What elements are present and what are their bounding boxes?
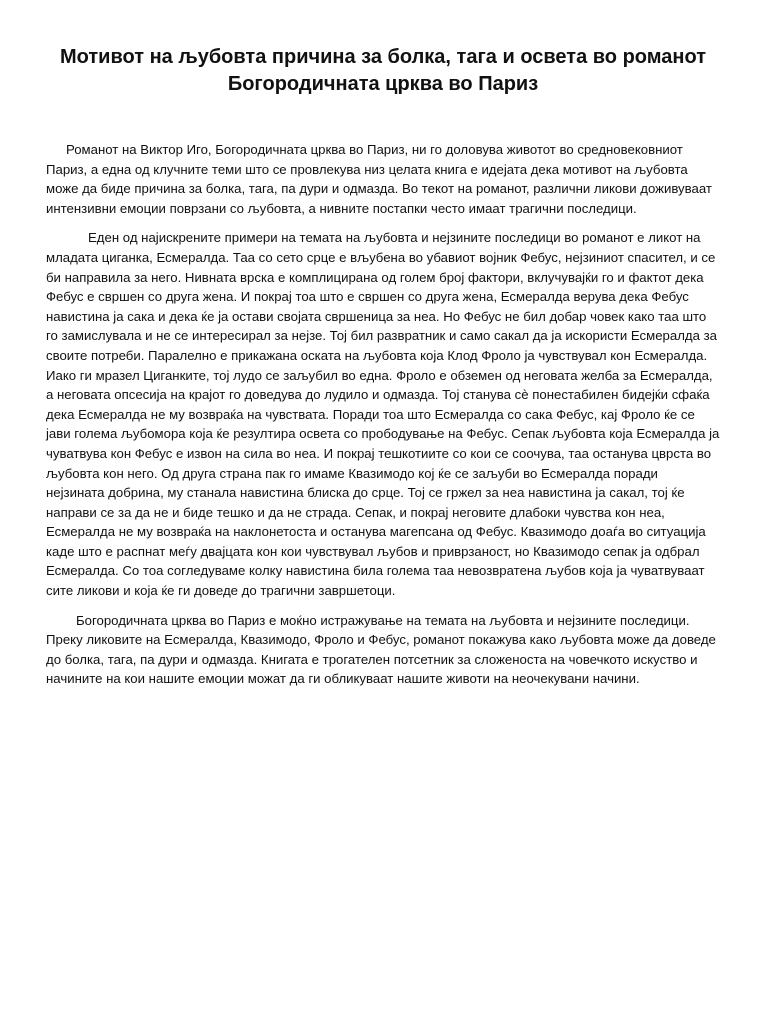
paragraph-introduction: Романот на Виктор Иго, Богородичната црква во Париз, ни го доловува животот во средновековниот Париз, а една од клучните теми што се провлекува низ целата книга е идејата дека мотивот на љубовта може да биде причина за болка, тага, па дури и одмазда. Во текот на романот, различни ликови доживуваат интензивни емоции поврзани со љубовта, а нивните постапки често имаат трагични последици. — [46, 142, 712, 216]
document-title — [46, 44, 720, 98]
paragraph-analysis: Еден од најискрените примери на темата на љубовта и нејзините последици во романот е ликот на младата циганка, Есмералда. Таа со сето срце е вљубена во убавиот војник Фебус, нејзиниот спасител, и се би направила за него. Нивната врска е комплицирана од голем број фактори, вклучувајќи го и фактот дека Фебус е свршен со друга жена. И покрај тоа што е свршен со друга жена, Есмералда верува дека Фебус навистина ја сака и дека ќе ја остави својата свршеница за неа. Но Фебус не бил добар човек како таа што го замислувала и не се интересирал за нејзе. Тој бил развратник и само сакал да ја искористи Есмералда за своите потреби. Паралелно е прикажана оската на љубовта која Клод Фроло ја чувствувал кон Есмералда. Иако ги мразел Циганките, тој лудо се заљубил во една. Фроло е обземен од неговата желба за Есмералда, а неговата опсесија на крајот го доведува до лудило и одмазда. Тој станува сè понестабилен бидејќи сфаќа дека Есмералда не му возвраќа на чувствата. Поради тоа што Есмералда со сака Фебус, кај Фроло ќе се јави голема љубомора која ќе резултира освета со прободување на Фебус. Сепак љубовта која Есмералда ја чуватвува кон Фебус е извон на сила во неа. И покрај тешкотиите со кои се соочува, таа останува цврста во љубовта кон него. Од друга страна пак го имаме Квазимодо кој ќе се заљуби во Есмералда поради нејзината добрина, му станала навистина блиска до срце. Тој се гржел за неа навистина ја сакал, тој ќе направи се за да не и биде тешко и да не страда. Сепак, и покрај неговите длабоки чувства кон неа, Есмералда не му возвраќа на наклонетоста и останува магепсана од Фебус. Квазимодо доаѓа во ситуација каде што е распнат меѓу двајцата кон кои чувствувал љубов и приврзаност, но Квазимодо сепак ја одбрал Есмералда. Со тоа согледуваме колку навистина била голема таа невозвратена љубов која ја чуватвуваат сите ликови и која ќе ги доведе до трагични завршетоци. — [46, 230, 720, 599]
document-body — [46, 140, 720, 689]
paragraph-conclusion: Богородичната црква во Париз е моќно истражување на темата на љубовта и нејзините последици. Преку ликовите на Есмералда, Квазимодо, Фроло и Фебус, романот покажува како љубовта може да доведе до болка, тага, па дури и одмазда. Книгата е трогателен потсетник за сложеноста на човечкото искуство и начините на кои нашите емоции можат да ги обликуваат нашите животи на неочекувани начини. — [46, 612, 716, 687]
title-line-2: Богородичната црква во Париз — [227, 73, 539, 95]
title-line-1: Мотивот на љубовта причина за болка, тага и освета во романот — [60, 46, 706, 68]
